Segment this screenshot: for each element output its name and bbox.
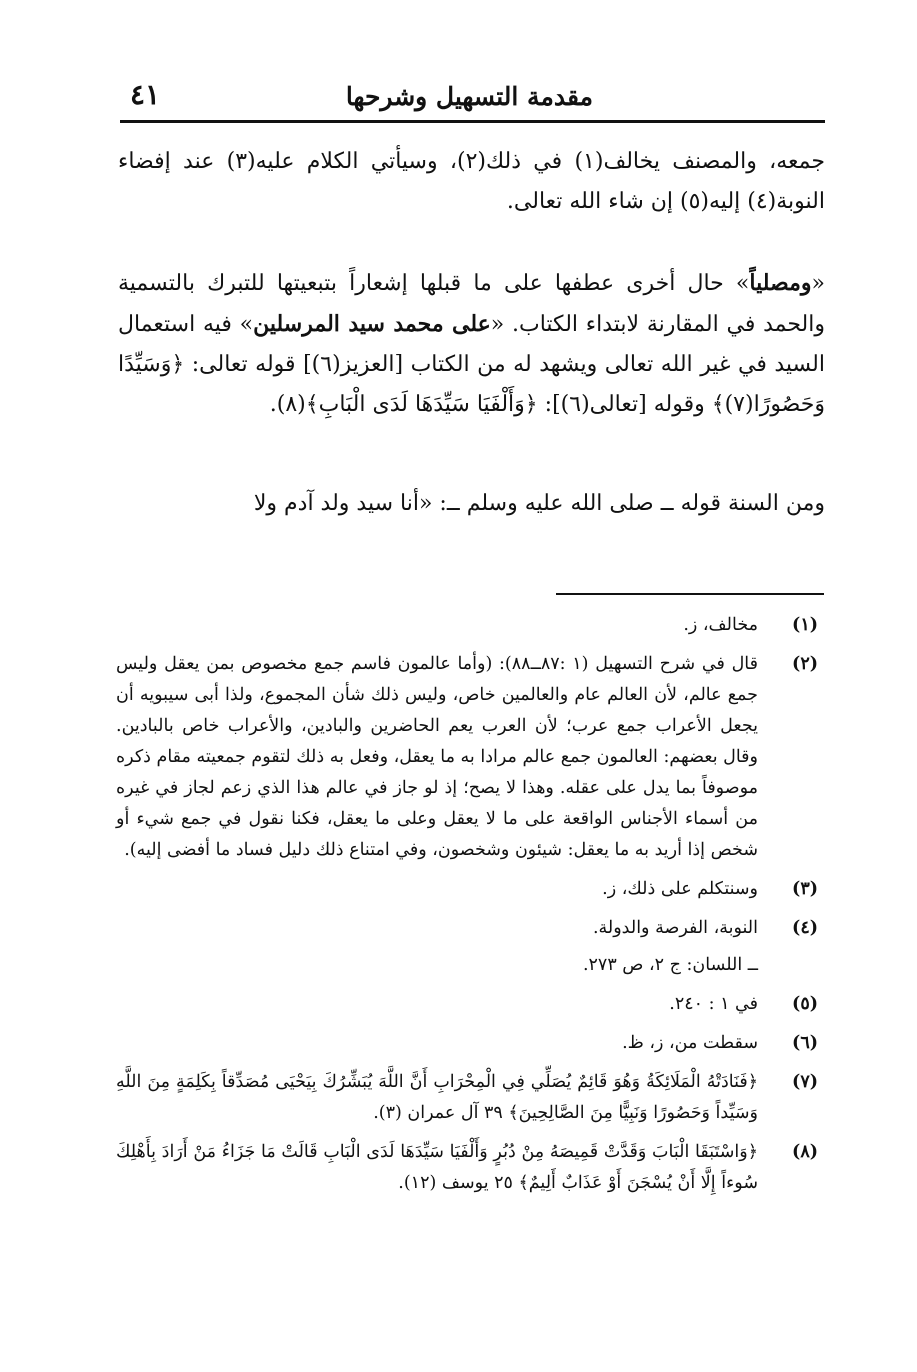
footnote-text: وسنتكلم على ذلك، ز. bbox=[602, 879, 758, 899]
footnote-text: مخالف، ز. bbox=[683, 615, 758, 635]
footnote-number: (٣) bbox=[792, 879, 818, 899]
body-paragraph-2 bbox=[118, 263, 825, 425]
footnote-2 bbox=[116, 649, 818, 866]
bold-term: على محمد سيد المرسلين bbox=[253, 311, 491, 337]
running-title: مقدمة التسهيل وشرحها bbox=[345, 82, 593, 111]
paragraph-text: جمعه، والمصنف يخالف(١) في ذلك(٢)، وسيأتي الكلام عليه(٣) عند إفضاء النوبة(٤) إليه(٥) إن شاء الله تعالى. bbox=[118, 149, 825, 214]
text-run: » فيه استعمال السيد في غير الله تعالى ويشهد له من الكتاب [العزيز(٦)] قوله تعالى: ﴿وَسَيِّدًا وَحَصُورًا(٧)﴾ وقوله [تعالى(٦)]: ﴿وَأَلْفَيَا سَيِّدَهَا لَدَى الْبَابِ﴾(٨). bbox=[118, 312, 825, 417]
footnote-number: (١) bbox=[792, 615, 818, 635]
page-header bbox=[120, 78, 825, 118]
body-paragraph-1 bbox=[118, 142, 825, 222]
body-paragraph-3 bbox=[118, 484, 825, 524]
footnote-text: النوبة، الفرصة والدولة. bbox=[592, 918, 758, 938]
footnote-number: (٢) bbox=[792, 654, 818, 674]
paragraph-text bbox=[118, 263, 825, 425]
footnote-number: (٨) bbox=[792, 1142, 818, 1162]
page-number: ٤١ bbox=[130, 78, 161, 111]
bold-term: ومصلياً bbox=[749, 270, 812, 296]
footnote-number: (٤) bbox=[792, 918, 818, 938]
footnote-text: في ١ : ٢٤٠. bbox=[669, 994, 758, 1014]
footnote-text: ﴿وَاسْتَبَقَا الْبَابَ وَقَدَّتْ قَمِيصَهُ مِنْ دُبُرٍ وَأَلْفَيَا سَيِّدَهَا لَدَى الْبَابِ قَالَتْ مَا جَزَاءُ مَنْ أَرَادَ بِأَهْلِكَ سُوءاً إِلَّا أَنْ يُسْجَنَ أَوْ عَذَابٌ أَلِيمٌ﴾ ٢٥ يوسف (١٢). bbox=[116, 1142, 758, 1193]
footnote-number: (٥) bbox=[792, 994, 818, 1014]
footnote-5 bbox=[116, 989, 818, 1020]
footnote-7 bbox=[116, 1067, 818, 1129]
footnote-4 bbox=[116, 913, 818, 944]
footnote-text: قال في شرح التسهيل (١ :٨٧ــ٨٨): (وأما عالمون فاسم جمع مخصوص بمن يعقل وليس جمع عالم، لأن العالم عام والعالمين خاص، وليس ذلك شأن المجموع، ولذا أبى سيبويه أن يجعل الأعراب جمع عرب؛ لأن العرب يعم الحاضرين والبادين، والأعراب خاص بالبادين. وقال بعضهم: العالمون جمع عالم مرادا به ما يعقل، وفعل به ذلك لتقوم جمعيته مقام ذكره موصوفاً بما يدل على عقله. وهذا لا يصح؛ إذ لو جاز في عالم هذا الذي زعم لجاز في غيره من أسماء الأجناس الواقعة على ما لا يعقل وعلى ما يعقل، فكنا نقول في جمع شيء أو شخص إذا أريد به ما يعقل: شيئون وشخصون، وفي امتناع ذلك دليل فساد ما أفضى إليه). bbox=[116, 654, 758, 860]
footnote-3 bbox=[116, 874, 818, 905]
text-run: « bbox=[811, 271, 825, 296]
footnotes bbox=[116, 610, 818, 1207]
footnote-8 bbox=[116, 1137, 818, 1199]
footnote-4-source: ــ اللسان: ج ٢، ص ٢٧٣. bbox=[582, 955, 758, 975]
footnote-separator bbox=[556, 593, 824, 595]
text-run: » حال أخرى عطفها على ما قبلها إشعاراً بتبعيتها للتبرك بالتسمية والحمد في المقارنة لابتداء الكتاب. « bbox=[118, 271, 825, 337]
footnote-text: ﴿فَنَادَتْهُ الْمَلَائِكَةُ وَهُوَ قَائِمٌ يُصَلِّي فِي الْمِحْرَابِ أَنَّ اللَّهَ يُبَشِّرُكَ بِيَحْيَى مُصَدِّقاً بِكَلِمَةٍ مِنَ اللَّهِ وَسَيِّداً وَحَصُورًا وَنَبِيًّا مِنَ الصَّالِحِينَ﴾ ٣٩ آل عمران (٣). bbox=[116, 1072, 758, 1123]
paragraph-text: ومن السنة قوله ــ صلى الله عليه وسلم ــ: «أنا سيد ولد آدم ولا bbox=[253, 491, 825, 516]
footnote-6 bbox=[116, 1028, 818, 1059]
header-rule bbox=[120, 120, 825, 123]
footnote-1 bbox=[116, 610, 818, 641]
footnote-number: (٧) bbox=[792, 1072, 818, 1092]
footnote-text: سقطت من، ز، ظ. bbox=[622, 1033, 758, 1053]
footnote-number: (٦) bbox=[792, 1033, 818, 1053]
